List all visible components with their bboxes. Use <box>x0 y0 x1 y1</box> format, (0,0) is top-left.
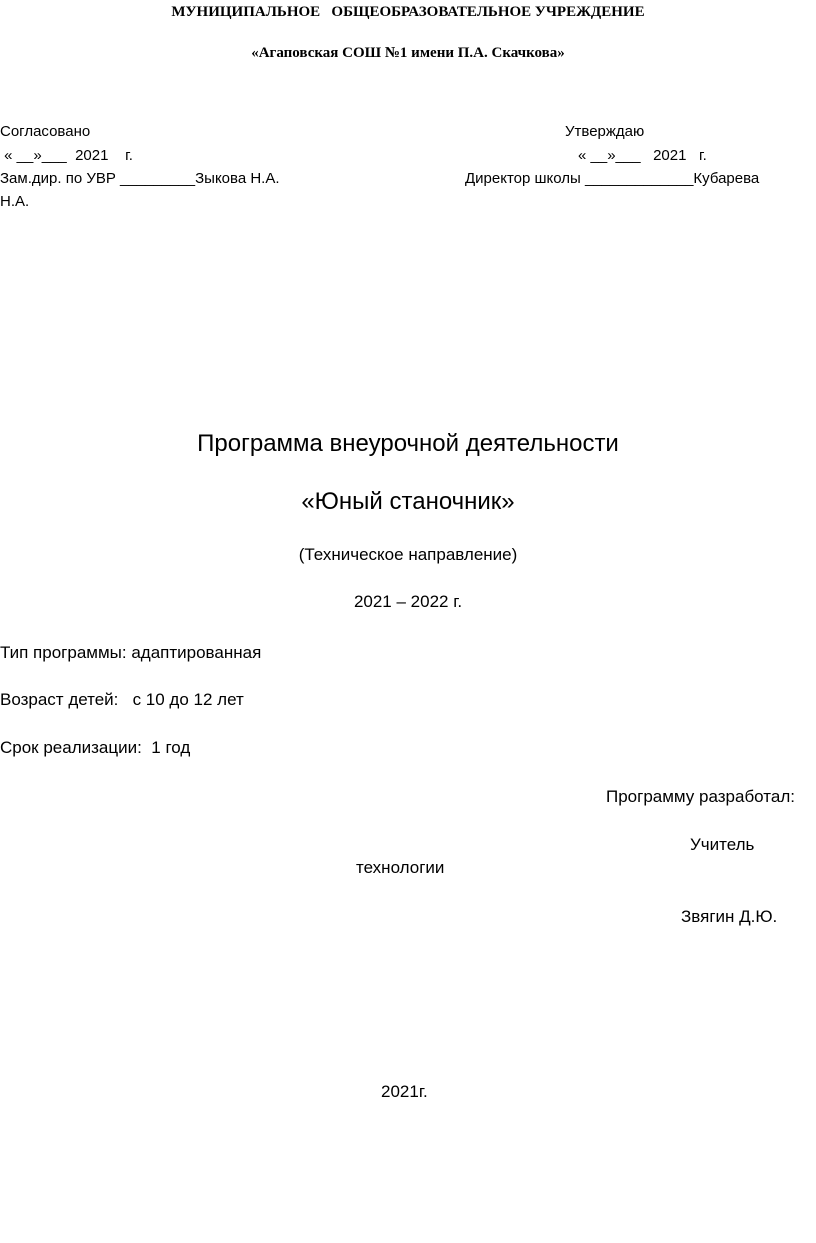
author-role-line1: Учитель <box>690 835 755 854</box>
approval-right-date: « __»___ 2021 г. <box>578 147 707 164</box>
implementation-term: Срок реализации: 1 год <box>0 738 191 757</box>
children-age: Возраст детей: с 10 до 12 лет <box>0 690 244 709</box>
approval-right-title: Утверждаю <box>565 123 645 140</box>
program-name: «Юный станочник» <box>301 488 515 515</box>
institution-heading: МУНИЦИПАЛЬНОЕ ОБЩЕОБРАЗОВАТЕЛЬНОЕ УЧРЕЖДЕНИЕ <box>171 4 645 20</box>
approval-right-signer-cont: Н.А. <box>0 193 30 210</box>
approval-left-date: « __»___ 2021 г. <box>0 147 133 164</box>
approval-left-title: Согласовано <box>0 123 91 140</box>
approval-left-signer: Зам.дир. по УВР _________Зыкова Н.А. <box>0 170 280 187</box>
approval-right-signer: Директор школы _____________Кубарева <box>465 170 760 187</box>
footer-year: 2021г. <box>381 1082 428 1101</box>
author-label: Программу разработал: <box>606 787 795 806</box>
program-direction: (Техническое направление) <box>298 545 518 564</box>
program-years: 2021 – 2022 г. <box>353 592 463 611</box>
program-type: Тип программы: адаптированная <box>0 643 262 662</box>
program-title: Программа внеурочной деятельности <box>197 430 619 457</box>
author-name: Звягин Д.Ю. <box>681 907 778 926</box>
school-name: «Агаповская СОШ №1 имени П.А. Скачкова» <box>251 45 565 61</box>
author-role-line2: технологии <box>356 858 445 877</box>
